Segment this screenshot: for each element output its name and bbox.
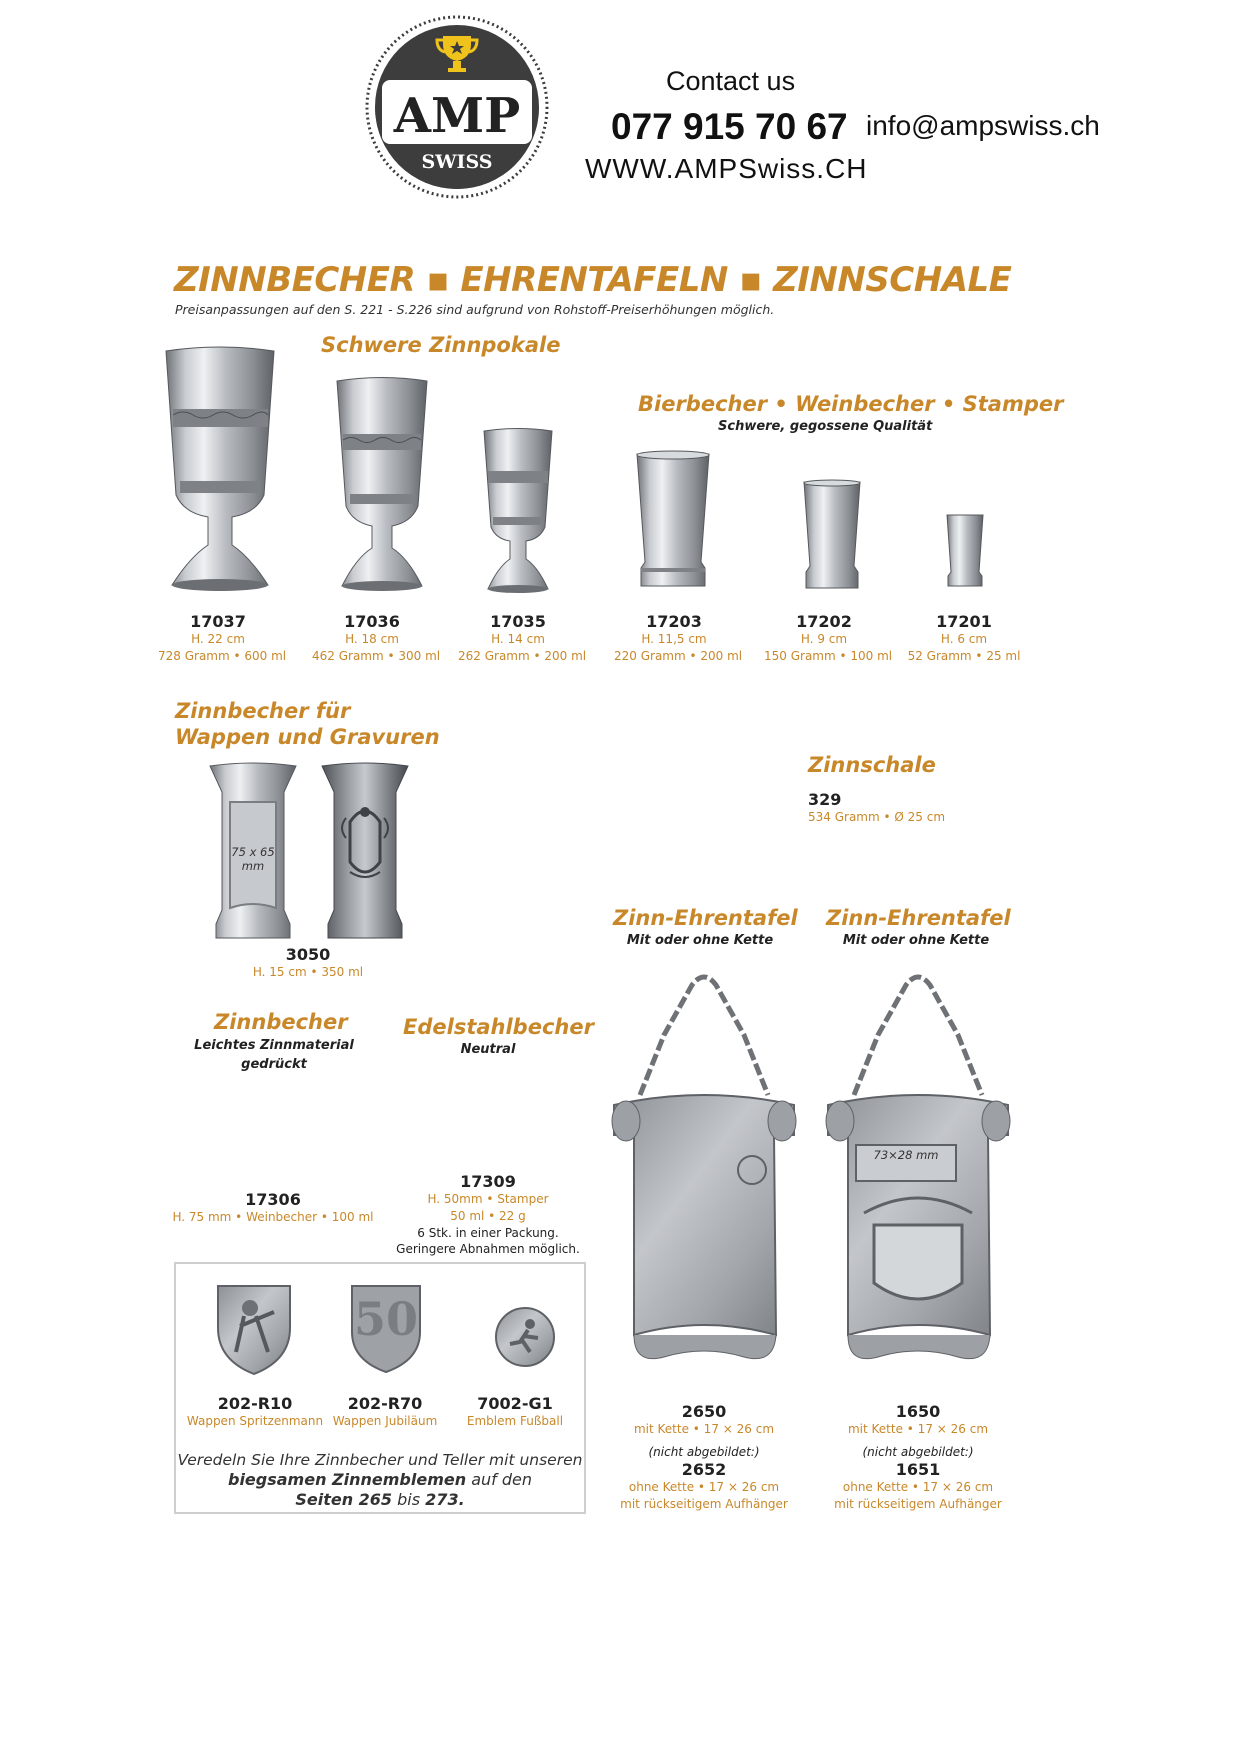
- beaker-17202-image: [800, 478, 864, 596]
- product-spec-3: mit rückseitigem Aufhänger: [620, 1497, 788, 1511]
- product-height: H. 9 cm: [800, 632, 848, 646]
- product-spec: H. 15 cm • 350 ml: [252, 965, 364, 979]
- ehrentafel-1650-image: [818, 965, 1018, 1395]
- promo-pages-b: bis: [392, 1490, 426, 1509]
- wappen-cup-caption: [248, 945, 368, 981]
- engrave-size-line1: 75 x 65: [231, 845, 275, 859]
- emblem-jubilaeum-image: [348, 1282, 424, 1374]
- promo-mid: auf den: [466, 1470, 533, 1489]
- product-number: 3050: [285, 945, 331, 964]
- emblem-label: Wappen Spritzenmann: [186, 1414, 324, 1428]
- brand-logo: [364, 14, 550, 200]
- product-number: 17037: [190, 612, 246, 631]
- ehrentafel-right-subtitle: Mit oder ohne Kette: [842, 933, 990, 948]
- product-height: H. 22 cm: [191, 632, 245, 646]
- emblem-spritzenmann-image: [214, 1282, 294, 1376]
- product-height: H. 14 cm: [491, 632, 545, 646]
- goblet-17037-caption: [158, 612, 287, 665]
- zinnbecher-caption: [158, 1190, 388, 1226]
- section-subtitle-becher: Schwere, gegossene Qualität: [718, 419, 933, 434]
- product-spec: H. 75 mm • Weinbecher • 100 ml: [172, 1210, 374, 1224]
- product-number: 2650: [681, 1402, 727, 1421]
- beaker-17203-caption: [614, 612, 743, 665]
- promo-bold: biegsamen Zinnemblemen: [227, 1470, 467, 1489]
- wappen-cup-decorated-image: [320, 762, 410, 942]
- promo-pages-c: 273.: [425, 1490, 465, 1509]
- product-number: 1650: [895, 1402, 941, 1421]
- emblem-label: Emblem Fußball: [466, 1414, 564, 1428]
- ehrentafel-right-caption: [818, 1402, 1018, 1513]
- product-spec: mit Kette • 17 × 26 cm: [847, 1422, 989, 1436]
- zinnbecher-subtitle-line1: Leichtes Zinnmaterial: [194, 1038, 354, 1053]
- product-spec: 728 Gramm • 600 ml: [158, 649, 287, 663]
- product-spec-2: 50 ml • 22 g: [450, 1209, 526, 1223]
- goblet-17035-caption: [458, 612, 587, 665]
- product-spec-2: ohne Kette • 17 × 26 cm: [842, 1480, 994, 1494]
- product-number: 17309: [460, 1172, 516, 1191]
- product-number: 17203: [646, 612, 702, 631]
- promo-line-3[interactable]: [176, 1490, 584, 1510]
- logo-sub-text: SWISS: [421, 151, 493, 173]
- product-number-2: 1651: [895, 1460, 941, 1479]
- not-shown-label: (nicht abgebildet:): [862, 1445, 974, 1459]
- product-spec: mit Kette • 17 × 26 cm: [633, 1422, 775, 1436]
- contact-website[interactable]: WWW.AMPSwiss.CH: [585, 153, 868, 184]
- promo-line-2: [176, 1470, 584, 1490]
- product-spec: 150 Gramm • 100 ml: [764, 649, 893, 663]
- not-shown-label: (nicht abgebildet:): [648, 1445, 760, 1459]
- beaker-17201-caption: [904, 612, 1024, 665]
- engrave-size-line2: mm: [241, 859, 265, 873]
- zinnbecher-subtitle-line2: gedrückt: [241, 1057, 307, 1072]
- ehrentafel-2650-image: [604, 965, 804, 1395]
- zinnschale-number: 329: [808, 790, 842, 809]
- product-note-2: Geringere Abnahmen möglich.: [396, 1242, 580, 1256]
- page-title: ZINNBECHER ▪ EHRENTAFELN ▪ ZINNSCHALE: [174, 260, 1012, 300]
- emblem-number: 202-R10: [217, 1394, 293, 1413]
- ehrentafel-left-subtitle: Mit oder ohne Kette: [626, 933, 774, 948]
- section-title-edelstahl: Edelstahlbecher: [403, 1015, 594, 1039]
- emblem-number: 202-R70: [347, 1394, 423, 1413]
- promo-pages-a: Seiten 265: [295, 1490, 393, 1509]
- product-spec-3: mit rückseitigem Aufhänger: [834, 1497, 1002, 1511]
- emblem-label: Wappen Jubiläum: [332, 1414, 438, 1428]
- product-spec-1: H. 50mm • Stamper: [427, 1192, 549, 1206]
- edelstahl-caption: [378, 1172, 598, 1257]
- section-title-zinnbecher: Zinnbecher: [214, 1010, 348, 1034]
- contact-label: Contact us: [666, 66, 796, 96]
- product-height: H. 18 cm: [345, 632, 399, 646]
- product-height: H. 6 cm: [940, 632, 988, 646]
- product-height: H. 11,5 cm: [641, 632, 707, 646]
- emblem-fussball-image: [494, 1306, 556, 1368]
- goblet-17035-image: [480, 427, 556, 599]
- product-number: 17201: [936, 612, 992, 631]
- goblet-17036-image: [332, 376, 432, 598]
- section-title-ehrentafel-left: Zinn-Ehrentafel: [613, 906, 798, 930]
- product-spec: 52 Gramm • 25 ml: [907, 649, 1021, 663]
- beaker-17201-image: [944, 512, 986, 590]
- zinnschale-spec: 534 Gramm • Ø 25 cm: [808, 810, 946, 824]
- section-title-zinnschale: Zinnschale: [808, 753, 936, 777]
- product-spec: 262 Gramm • 200 ml: [458, 649, 587, 663]
- product-number: 17306: [245, 1190, 301, 1209]
- goblet-17037-image: [160, 345, 280, 600]
- product-number-2: 2652: [681, 1460, 727, 1479]
- ehrentafel-left-caption: [604, 1402, 804, 1513]
- section-title-wappen-line2: Wappen und Gravuren: [175, 725, 440, 749]
- section-title-pokale: Schwere Zinnpokale: [321, 333, 561, 357]
- emblem-promo-text: [176, 1450, 584, 1510]
- emblem-202-R70-caption: [310, 1394, 460, 1430]
- beaker-17203-image: [633, 450, 713, 596]
- price-notice: Preisanpassungen auf den S. 221 - S.226 sind aufgrund von Rohstoff-Preiserhöhungen möglich.: [175, 302, 775, 317]
- product-note-1: 6 Stk. in einer Packung.: [417, 1226, 559, 1240]
- plate-size-label: 73×28 mm: [873, 1148, 939, 1162]
- product-spec: 462 Gramm • 300 ml: [312, 649, 441, 663]
- product-number: 17035: [490, 612, 546, 631]
- contact-email[interactable]: info@ampswiss.ch: [866, 110, 1100, 141]
- promo-line-1: Veredeln Sie Ihre Zinnbecher und Teller mit unseren: [177, 1451, 583, 1469]
- section-title-wappen-line1: Zinnbecher für: [175, 699, 351, 723]
- logo-main-text: AMP: [393, 88, 521, 144]
- emblem-7002-G1-caption: [450, 1394, 580, 1430]
- engrave-size-label: [208, 845, 298, 873]
- section-title-becher: Bierbecher • Weinbecher • Stamper: [638, 392, 1064, 416]
- product-spec: 220 Gramm • 200 ml: [614, 649, 743, 663]
- section-title-ehrentafel-right: Zinn-Ehrentafel: [826, 906, 1011, 930]
- product-spec-2: ohne Kette • 17 × 26 cm: [628, 1480, 780, 1494]
- emblem-box: [174, 1262, 586, 1514]
- contact-phone[interactable]: 077 915 70 67: [611, 106, 848, 147]
- product-number: 17036: [344, 612, 400, 631]
- edelstahl-subtitle: Neutral: [460, 1042, 516, 1057]
- jubilaeum-figure: 50: [353, 1292, 418, 1346]
- product-number: 17202: [796, 612, 852, 631]
- goblet-17036-caption: [312, 612, 441, 665]
- beaker-17202-caption: [764, 612, 893, 665]
- emblem-number: 7002-G1: [477, 1394, 553, 1413]
- emblem-202-R10-caption: [180, 1394, 330, 1430]
